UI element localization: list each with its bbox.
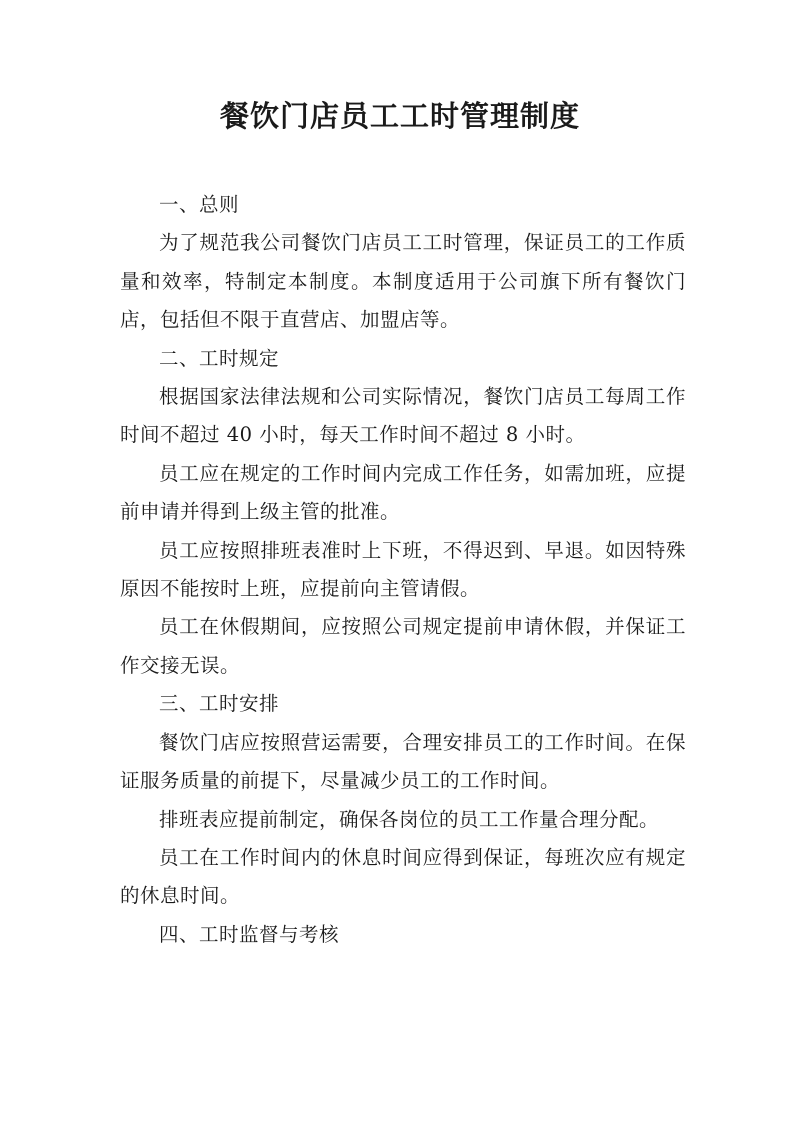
section-heading-general: 一、总则 <box>159 193 240 216</box>
paragraph-weekly-hours: 根据国家法律法规和公司实际情况，餐饮门店员工每周工作时间不超过 40 小时，每天工作时间不超过 8 小时。 <box>120 385 686 447</box>
paragraph-rest-time: 员工在工作时间内的休息时间应得到保证，每班次应有规定的休息时间。 <box>120 845 686 908</box>
paragraph-scheduling-needs: 餐饮门店应按照营运需要，合理安排员工的工作时间。在保证服务质量的前提下，尽量减少员工的工作时间。 <box>120 730 686 793</box>
paragraph-punctuality: 员工应按照排班表准时上下班，不得迟到、早退。如因特殊原因不能按时上班，应提前向主管请假。 <box>120 538 686 601</box>
section-heading-supervision: 四、工时监督与考核 <box>159 922 340 946</box>
paragraph-general-purpose: 为了规范我公司餐饮门店员工工时管理，保证员工的工作质量和效率，特制定本制度。本制度适用于公司旗下所有餐饮门店，包括但不限于直营店、加盟店等。 <box>120 231 686 332</box>
paragraph-overtime: 员工应在规定的工作时间内完成工作任务，如需加班，应提前申请并得到上级主管的批准。 <box>120 461 686 524</box>
document-body <box>120 186 686 954</box>
section-heading-hours-rules: 二、工时规定 <box>159 346 280 370</box>
section-heading-scheduling: 三、工时安排 <box>159 692 280 716</box>
paragraph-leave: 员工在休假期间，应按照公司规定提前申请休假，并保证工作交接无误。 <box>120 615 686 677</box>
paragraph-roster: 排班表应提前制定，确保各岗位的员工工作量合理分配。 <box>159 807 660 831</box>
document-title: 餐饮门店员工工时管理制度 <box>219 99 580 133</box>
